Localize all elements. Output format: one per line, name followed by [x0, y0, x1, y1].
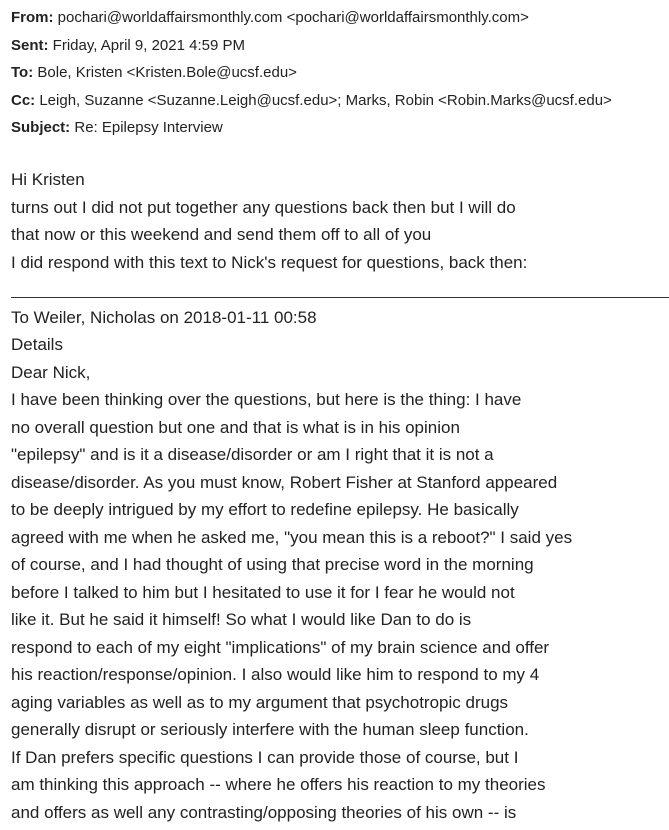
quoted-line: to be deeply intrigued by my effort to redefine epilepsy. He basically [11, 500, 519, 519]
quoted-line: I have been thinking over the questions, but here is the thing: I have [11, 390, 522, 409]
from-value[interactable]: pochari@worldaffairsmonthly.com <pochari@worldaffairsmonthly.com> [57, 9, 529, 26]
quoted-line: aging variables as well as to my argument that psychotropic drugs [11, 692, 509, 712]
quoted-line: To Weiler, Nicholas on 2018-01-11 00:58 [11, 307, 317, 327]
to-row [11, 59, 661, 87]
sent-row [11, 32, 661, 60]
cc-value[interactable]: Leigh, Suzanne <Suzanne.Leigh@ucsf.edu>; Marks, Robin <Robin.Marks@ucsf.edu> [39, 91, 612, 109]
email-body [11, 166, 661, 826]
body-line: turns out I did not put together any questions back then but I will do [11, 197, 516, 217]
quoted-line: and offers as well any contrasting/opposing theories of his own -- is [11, 802, 517, 822]
quoted-line: Details [11, 335, 63, 354]
quoted-line: disease/disorder. As you must know, Robert Fisher at Stanford appeared [11, 472, 558, 492]
quoted-line: "epilepsy" and is it a disease/disorder or am I right that it is not a [11, 445, 494, 464]
quoted-line: am thinking this approach -- where he offers his reaction to my theories [11, 775, 546, 794]
body-line: I did respond with this text to Nick's request for questions, back then: [11, 252, 528, 272]
subject-row [11, 114, 661, 142]
quoted-line: respond to each of my eight "implications" of my brain science and offer [11, 637, 550, 657]
quoted-line: Dear Nick, [11, 362, 91, 382]
quoted-line: before I talked to him but I hesitated to use it for I fear he would not [11, 582, 515, 602]
quoted-line: his reaction/response/opinion. I also would like him to respond to my 4 [11, 665, 540, 684]
email-header [11, 4, 661, 142]
quoted-line: agreed with me when he asked me, "you mean this is a reboot?" I said yes [11, 527, 573, 547]
cc-label: Cc: [11, 91, 36, 109]
separator-line [11, 276, 661, 304]
sent-value: Friday, April 9, 2021 4:59 PM [52, 36, 245, 54]
quoted-line: of course, and I had thought of using that precise word in the morning [11, 555, 534, 574]
cc-row [11, 87, 661, 115]
to-value[interactable]: Bole, Kristen <Kristen.Bole@ucsf.edu> [37, 64, 297, 81]
to-label: To: [11, 64, 34, 81]
subject-label: Subject: [11, 119, 71, 136]
quoted-line: generally disrupt or seriously interfere with the human sleep function. [11, 720, 529, 739]
from-label: From: [11, 9, 54, 26]
sent-label: Sent: [11, 36, 49, 54]
body-line: that now or this weekend and send them off to all of you [11, 225, 432, 244]
body-line: Hi Kristen [11, 170, 85, 189]
quoted-line: like it. But he said it himself! So what I would like Dan to do is [11, 610, 472, 629]
subject-value: Re: Epilepsy Interview [74, 119, 223, 136]
quoted-line: no overall question but one and that is what is in his opinion [11, 417, 460, 437]
quoted-line: If Dan prefers specific questions I can provide those of course, but I [11, 747, 519, 767]
from-row [11, 4, 661, 32]
